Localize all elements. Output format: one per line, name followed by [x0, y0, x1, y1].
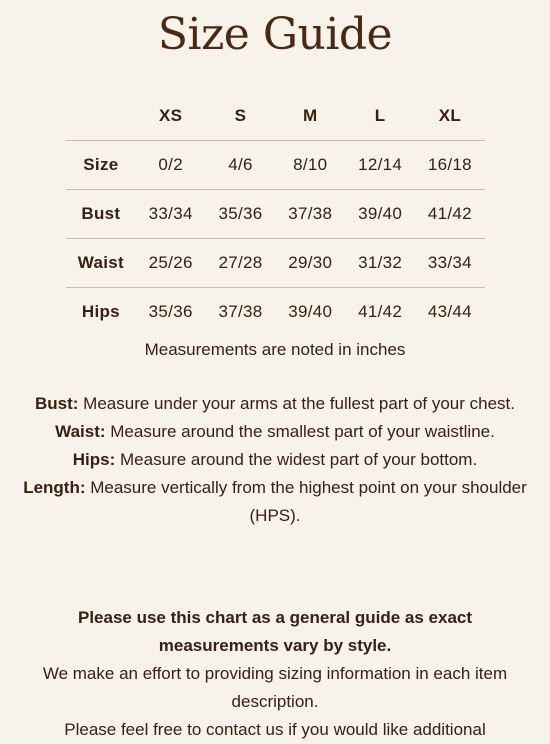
table-row	[66, 288, 485, 336]
table-cell: 16/18	[427, 155, 472, 174]
definition-text: Measure around the widest part of your bottom.	[115, 450, 478, 469]
column-header-s: S	[234, 106, 247, 125]
measurement-note: Measurements are noted in inches	[144, 340, 406, 359]
column-header-xs: XS	[159, 106, 183, 125]
definition-hips	[20, 446, 530, 474]
row-label-bust: Bust	[81, 204, 121, 223]
row-label-waist: Waist	[77, 253, 124, 272]
column-header-m: M	[303, 106, 318, 125]
table-cell: 37/38	[218, 302, 263, 321]
definition-term: Waist:	[55, 422, 106, 441]
table-cell: 39/40	[358, 204, 403, 223]
page-title: Size Guide	[157, 9, 393, 60]
table-cell: 27/28	[218, 253, 263, 272]
table-cell: 25/26	[148, 253, 193, 272]
guide-line-info: We make an effort to providing sizing information in each item description.	[42, 664, 508, 711]
definition-term: Hips:	[72, 450, 116, 469]
definition-text: Measure vertically from the highest point on your shoulder (HPS).	[85, 478, 527, 525]
sizing-guidance	[20, 604, 530, 744]
definition-waist	[20, 418, 530, 446]
definition-term: Length:	[23, 478, 86, 497]
guide-line-contact: Please feel free to contact us if you would like additional	[64, 720, 486, 739]
table-cell: 43/44	[427, 302, 472, 321]
table-cell: 31/32	[358, 253, 403, 272]
table-cell: 41/42	[427, 204, 472, 223]
definition-bust	[20, 390, 530, 418]
table-header-row	[66, 92, 485, 141]
size-table	[66, 92, 485, 336]
table-row	[66, 239, 485, 288]
guide-emphasis: Please use this chart as a general guide as exact measurements vary by style.	[77, 608, 473, 655]
table-cell: 0/2	[158, 155, 183, 174]
row-label-hips: Hips	[81, 302, 120, 321]
table-cell: 35/36	[148, 302, 193, 321]
table-cell: 41/42	[358, 302, 403, 321]
column-header-xl: XL	[438, 106, 462, 125]
column-header-l: L	[374, 106, 386, 125]
table-row	[66, 190, 485, 239]
table-cell: 29/30	[288, 253, 333, 272]
table-cell: 35/36	[218, 204, 263, 223]
definition-length	[20, 474, 530, 530]
definition-text: Measure around the smallest part of your waistline.	[105, 422, 495, 441]
table-row	[66, 141, 485, 190]
table-cell: 37/38	[288, 204, 333, 223]
table-cell: 4/6	[228, 155, 253, 174]
table-cell: 8/10	[293, 155, 328, 174]
table-cell: 33/34	[148, 204, 193, 223]
definition-text: Measure under your arms at the fullest part of your chest.	[78, 394, 515, 413]
row-label-size: Size	[83, 155, 119, 174]
definition-term: Bust:	[35, 394, 79, 413]
measurement-definitions	[20, 390, 530, 530]
table-cell: 39/40	[288, 302, 333, 321]
table-cell: 33/34	[427, 253, 472, 272]
table-cell: 12/14	[358, 155, 403, 174]
